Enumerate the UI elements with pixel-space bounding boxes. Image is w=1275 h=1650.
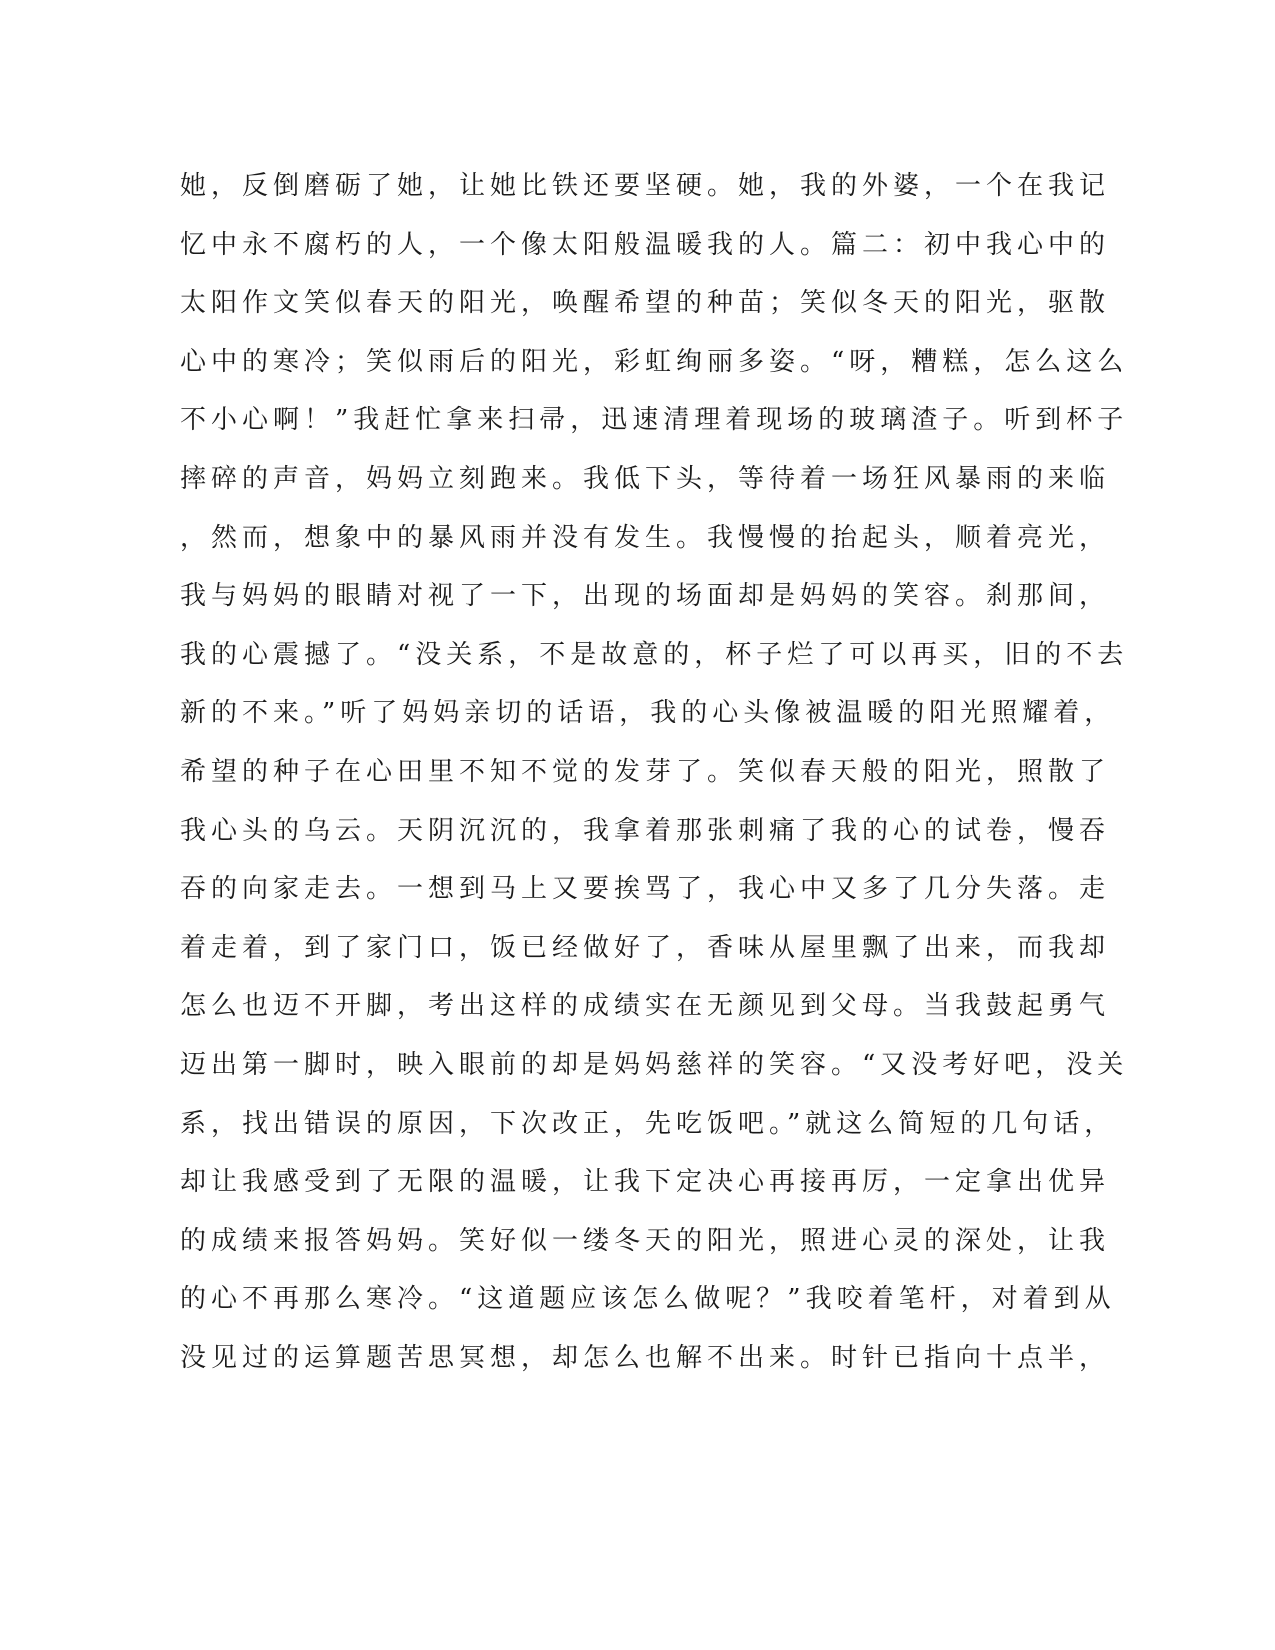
text-line: ，然而，想象中的暴风雨并没有发生。我慢慢的抬起头，顺着亮光， — [180, 522, 1111, 553]
text-line: 着走着，到了家门口，饭已经做好了，香味从屋里飘了出来，而我却 — [180, 932, 1111, 963]
text-line: 忆中永不腐朽的人，一个像太阳般温暖我的人。篇二：初中我心中的 — [180, 229, 1111, 260]
text-line: 我心头的乌云。天阴沉沉的，我拿着那张刺痛了我的心的试卷，慢吞 — [180, 815, 1111, 846]
essay-body — [180, 157, 1129, 1387]
text-line: 却让我感受到了无限的温暖，让我下定决心再接再厉，一定拿出优异 — [180, 1167, 1111, 1198]
text-line: 心中的寒冷；笑似雨后的阳光，彩虹绚丽多姿。“呀，糟糕，怎么这么 — [180, 346, 1129, 377]
text-line: 吞的向家走去。一想到马上又要挨骂了，我心中又多了几分失落。走 — [180, 874, 1111, 905]
text-line: 希望的种子在心田里不知不觉的发芽了。笑似春天般的阳光，照散了 — [180, 756, 1111, 787]
text-line: 迈出第一脚时，映入眼前的却是妈妈慈祥的笑容。“又没考好吧，没关 — [180, 1049, 1129, 1080]
text-line: 的心不再那么寒冷。“这道题应该怎么做呢？”我咬着笔杆，对着到从 — [180, 1284, 1116, 1315]
text-line: 我与妈妈的眼睛对视了一下，出现的场面却是妈妈的笑容。刹那间， — [180, 581, 1111, 612]
text-line: 怎么也迈不开脚，考出这样的成绩实在无颜见到父母。当我鼓起勇气 — [180, 991, 1111, 1022]
text-line: 的成绩来报答妈妈。笑好似一缕冬天的阳光，照进心灵的深处，让我 — [180, 1225, 1111, 1256]
text-line: 不小心啊！”我赶忙拿来扫帚，迅速清理着现场的玻璃渣子。听到杯子 — [180, 405, 1129, 436]
text-line: 摔碎的声音，妈妈立刻跑来。我低下头，等待着一场狂风暴雨的来临 — [180, 463, 1111, 494]
text-line: 没见过的运算题苦思冥想，却怎么也解不出来。时针已指向十点半， — [180, 1342, 1111, 1373]
text-line: 我的心震撼了。“没关系，不是故意的，杯子烂了可以再买，旧的不去 — [180, 639, 1129, 670]
text-line: 太阳作文笑似春天的阳光，唤醒希望的种苗；笑似冬天的阳光，驱散 — [180, 288, 1111, 319]
text-line: 系，找出错误的原因，下次改正，先吃饭吧。”就这么简短的几句话， — [180, 1108, 1116, 1139]
text-line: 她，反倒磨砺了她，让她比铁还要坚硬。她，我的外婆，一个在我记 — [180, 171, 1111, 201]
text-line: 新的不来。”听了妈妈亲切的话语，我的心头像被温暖的阳光照耀着， — [180, 698, 1116, 729]
